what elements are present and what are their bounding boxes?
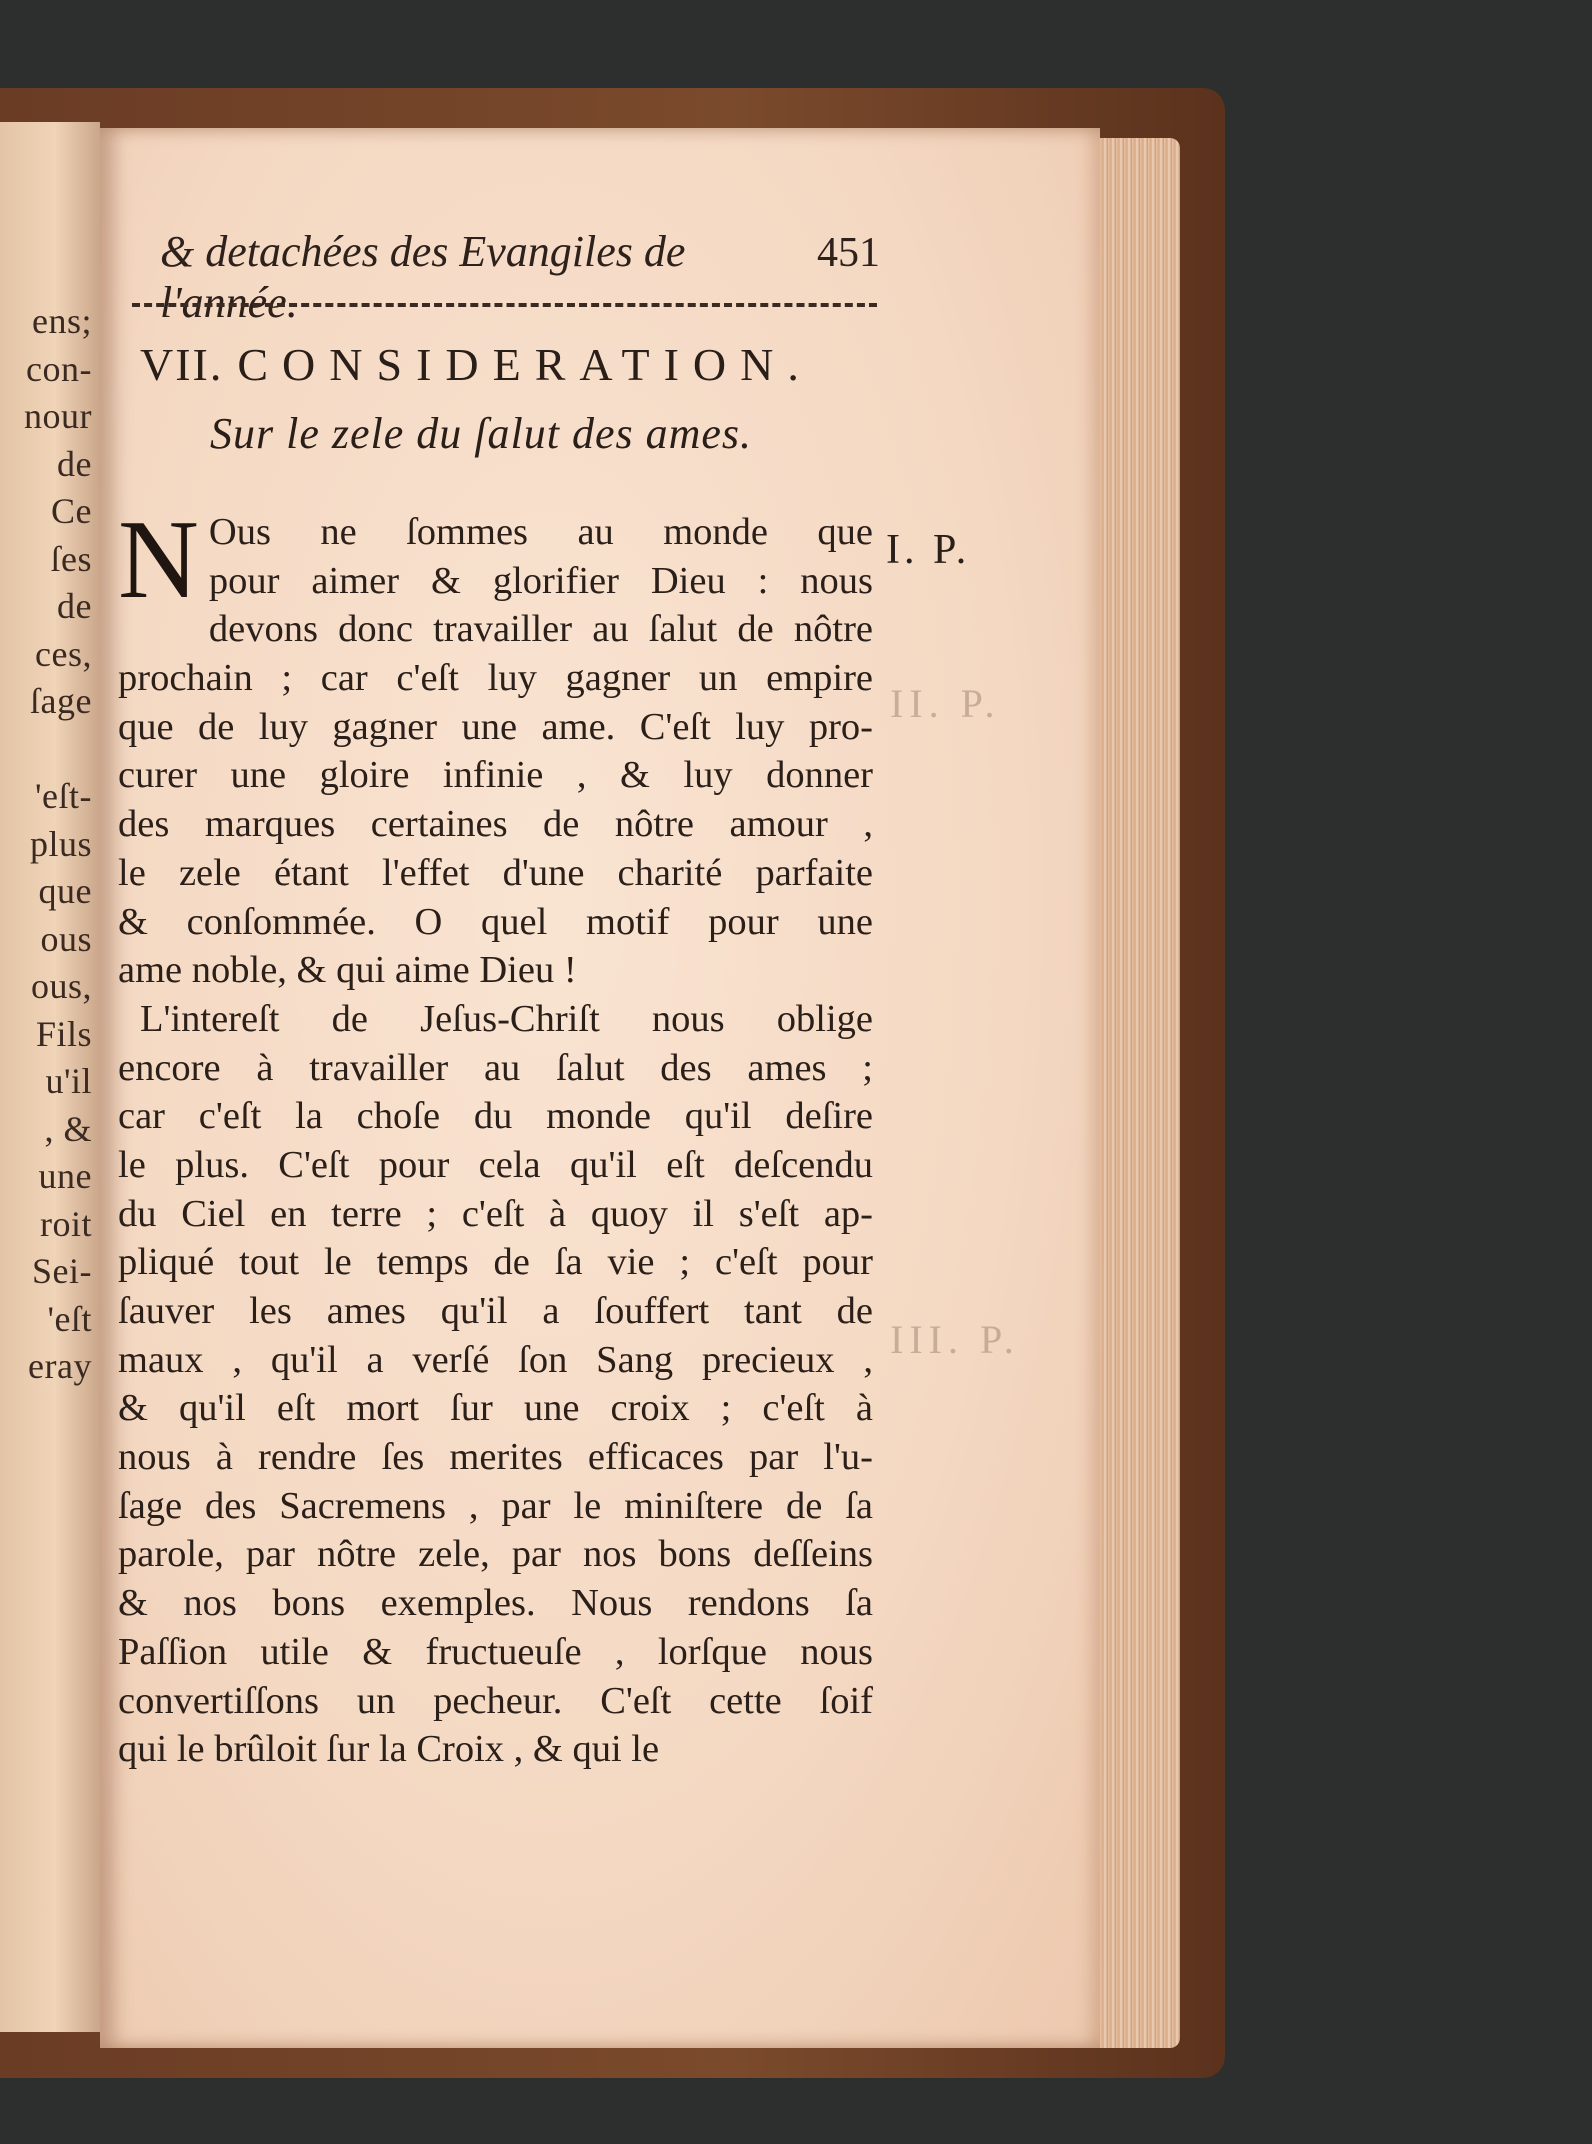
text-line: pour aimer & glorifier Dieu : nous — [208, 559, 873, 602]
page-edges — [1100, 138, 1180, 2048]
left-page-fragment: ſes — [50, 538, 92, 579]
text-line: du Ciel en terre ; c'eſt à quoy il s'eſt ap- — [118, 1192, 873, 1235]
left-page-fragment: 'eſt- — [35, 776, 92, 816]
text-line: & qu'il eſt mort ſur une croix ; c'eſt à — [118, 1387, 873, 1430]
text-line: maux , qu'il a verſé ſon Sang precieux , — [118, 1338, 873, 1381]
text-line: & nos bons exemples. Nous rendons ſa — [118, 1582, 873, 1625]
text-line: prochain ; car c'eſt luy gagner un empire — [118, 657, 873, 700]
drop-cap: N — [118, 498, 199, 622]
left-page-fragment: , & — [44, 1108, 92, 1149]
section-title: CONSIDERATION. — [237, 339, 813, 390]
left-page-fragment: de — [57, 586, 92, 626]
margin-note-second-point: II. P. — [890, 681, 1001, 726]
text-line: & conſommée. O quel motif pour une — [118, 900, 873, 943]
text-line: qui le brûloit ſur la Croix , & qui le — [118, 1728, 660, 1771]
text-line: le plus. C'eſt pour cela qu'il eſt deſcendu — [118, 1143, 873, 1186]
left-page-fragment: con- — [26, 348, 92, 389]
body-text — [118, 498, 873, 1774]
left-page-fragment: nour — [24, 396, 92, 436]
text-line: ſauver les ames qu'il a ſouffert tant de — [118, 1290, 873, 1332]
text-line: car c'eſt la choſe du monde qu'il deſire — [118, 1095, 873, 1138]
left-page-fragment: u'il — [45, 1061, 92, 1101]
running-title: & detachées des Evangiles de l'année. — [160, 227, 686, 327]
text-line: convertiſſons un pecheur. C'eſt cette ſoif — [118, 1679, 873, 1722]
header-rule — [132, 303, 877, 307]
left-page-fragment: ces, — [35, 633, 92, 674]
text-line: ame noble, & qui aime Dieu ! — [118, 949, 577, 992]
left-page-fragment: Ce — [51, 491, 92, 531]
text-line: curer une gloire infinie , & luy donner — [118, 754, 873, 797]
page-number: 451 — [817, 230, 880, 276]
section-subtitle: Sur le zele du ſalut des ames. — [210, 409, 753, 458]
left-page-fragment: plus — [29, 823, 92, 864]
margin-note-third-point: III. P. — [890, 1317, 1020, 1362]
left-page-fragment: roit — [40, 1203, 92, 1244]
left-page — [0, 122, 100, 2032]
left-page-fragment: ſage — [30, 681, 92, 721]
text-line: nous à rendre ſes merites efficaces par l'u- — [118, 1436, 873, 1479]
running-header — [160, 226, 880, 328]
text-line: parole, par nôtre zele, par nos bons deſſeins — [118, 1533, 873, 1576]
text-line: devons donc travailler au ſalut de nôtre — [208, 608, 873, 651]
text-line: pliqué tout le temps de ſa vie ; c'eſt pour — [118, 1241, 873, 1284]
left-page-fragment: ous, — [30, 966, 92, 1006]
left-page-fragment: eray — [28, 1346, 92, 1386]
text-line: le zele étant l'effet d'une charité parfaite — [118, 851, 873, 894]
left-page-fragment: Fils — [35, 1013, 92, 1054]
text-line: des marques certaines de nôtre amour , — [118, 803, 873, 846]
text-line: ſage des Sacremens , par le miniſtere de ſa — [118, 1484, 873, 1527]
left-page-fragment: de — [57, 443, 92, 484]
left-page-fragment: ens; — [32, 301, 92, 341]
left-page-fragment: ous — [40, 918, 92, 959]
section-heading — [140, 338, 880, 391]
left-page-fragment: que — [38, 871, 92, 911]
text-line: encore à travailler au ſalut des ames ; — [118, 1046, 873, 1089]
left-page-fragment: Sei- — [32, 1251, 92, 1291]
left-page-fragment: 'eſt — [47, 1298, 92, 1339]
section-number: VII. — [140, 339, 224, 390]
left-page-fragment: une — [38, 1156, 92, 1196]
text-line: L'intereſt de Jeſus-Chriſt nous oblige — [140, 997, 873, 1040]
text-line: Ous ne ſommes au monde que — [208, 511, 873, 553]
text-line: Paſſion utile & fructueuſe , lorſque nous — [118, 1630, 873, 1673]
margin-note-first-point: I. P. — [886, 527, 971, 573]
text-line: que de luy gagner une ame. C'eſt luy pro- — [118, 705, 873, 748]
